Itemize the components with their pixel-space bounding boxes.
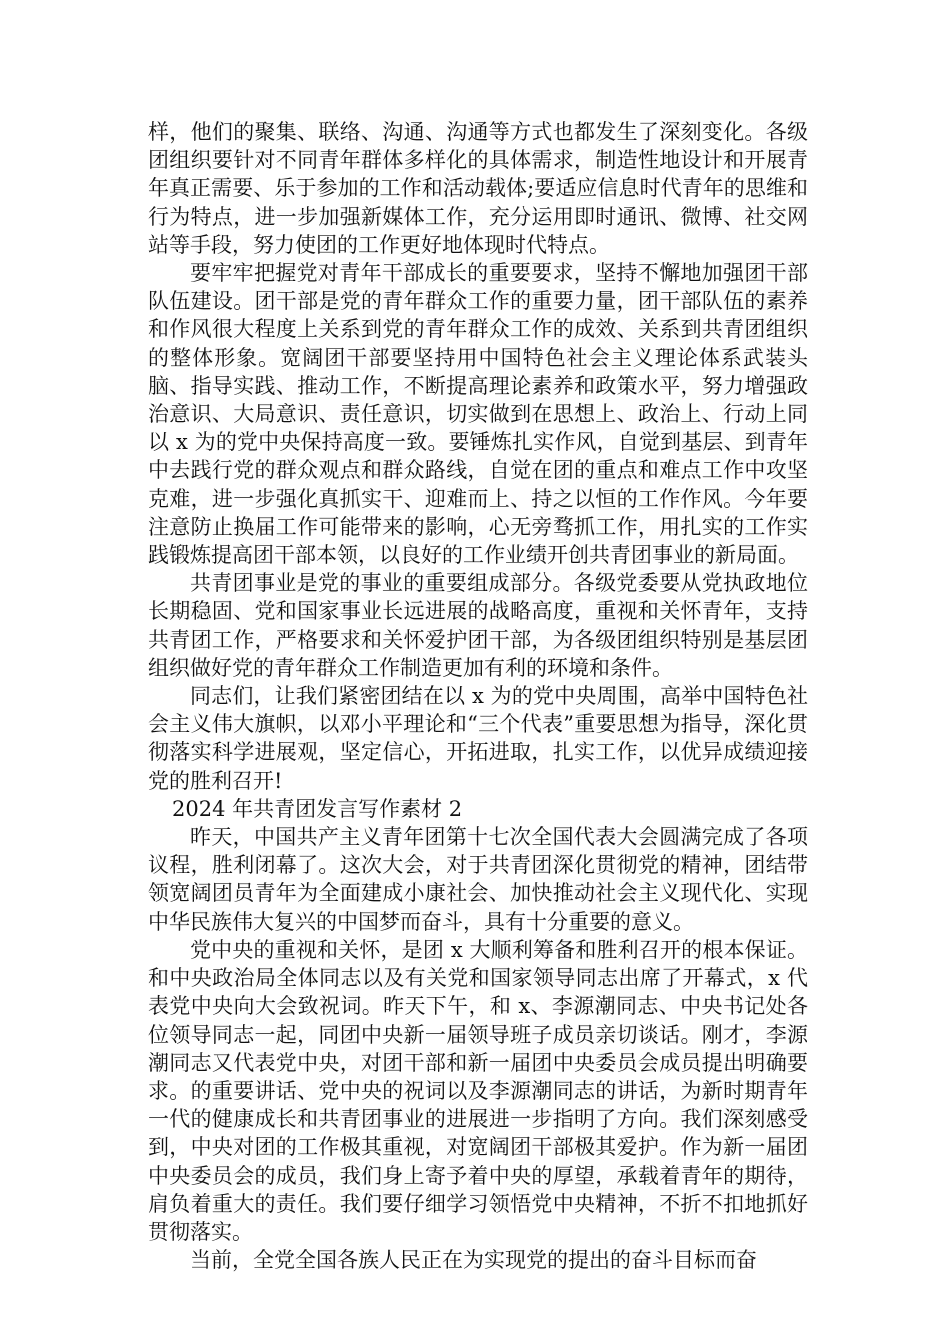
paragraph-central-attention: 党中央的重视和关怀，是团 x 大顺利筹备和胜利召开的根本保证。和中央政治局全体同志以及有关党和国家领导同志出席了开幕式，x 代表党中央向大会致祝词。昨天下午，和 x、李源潮同志、中央书记处各位领导同志一起，同团中央新一届领导班子成员亲切谈话。刚才，李源潮同志又代表党中央，对团干部和新一届团中央委员会成员提出明确要求。的重要讲话、党中央的祝词以及李源潮同志的讲话，为新时期青年一代的健康成长和共青团事业的进展进一步指明了方向。我们深刻感受到，中央对团的工作极其重视，对宽阔团干部极其爱护。作为新一届团中央委员会的成员，我们身上寄予着中央的厚望，承载着青年的期待，肩负着重大的责任。我们要仔细学习领悟党中央精神，不折不扣地抓好贯彻落实。	[148, 937, 808, 1244]
paragraph-current-task: 当前，全党全国各族人民正在为实现党的提出的奋斗目标而奋	[190, 1248, 757, 1273]
paragraph-cadre-building: 要牢牢把握党对青年干部成长的重要要求，坚持不懈地加强团干部队伍建设。团干部是党的青年群众工作的重要力量，团干部队伍的素养和作风很大程度上关系到党的青年群众工作的成效、关系到共青团组织的整体形象。宽阔团干部要坚持用中国特色社会主义理论体系武装头脑、指导实践、推动工作，不断提高理论素养和政策水平，努力增强政治意识、大局意识、责任意识，切实做到在思想上、政治上、行动上同以 x 为的党中央保持高度一致。要锤炼扎实作风，自觉到基层、到青年中去践行党的群众观点和群众路线，自觉在团的重点和难点工作中攻坚克难，进一步强化真抓实干、迎难而上、持之以恒的工作作风。今年要注意防止换届工作可能带来的影响，心无旁骛抓工作，用扎实的工作实践锻炼提高团干部本领，以良好的工作业绩开创共青团事业的新局面。	[148, 261, 808, 568]
document-body	[148, 118, 808, 1274]
paragraph-party-support: 共青团事业是党的事业的重要组成部分。各级党委要从党执政地位长期稳固、党和国家事业长远进展的战略高度，重视和关怀青年，支持共青团工作，严格要求和关怀爱护团干部，为各级团组织特别是基层团组织做好党的青年群众工作制造更加有利的环境和条件。	[148, 571, 808, 680]
paragraph-congress-closing: 昨天，中国共产主义青年团第十七次全国代表大会圆满完成了各项议程，胜利闭幕了。这次大会，对于共青团深化贯彻党的精神，团结带领宽阔团员青年为全面建成小康社会、加快推动社会主义现代化、实现中华民族伟大复兴的中国梦而奋斗，具有十分重要的意义。	[148, 825, 808, 934]
paragraph-continuation: 样，他们的聚集、联络、沟通、沟通等方式也都发生了深刻变化。各级团组织要针对不同青年群体多样化的具体需求，制造性地设计和开展青年真正需要、乐于参加的工作和活动载体;要适应信息时代青年的思维和行为特点，进一步加强新媒体工作，充分运用即时通讯、微博、社交网站等手段，努力使团的工作更好地体现时代特点。	[148, 120, 808, 257]
section-heading: 2024 年共青团发言写作素材 2	[172, 796, 463, 821]
paragraph-closing-call: 同志们，让我们紧密团结在以 x 为的党中央周围，高举中国特色社会主义伟大旗帜，以邓小平理论和“三个代表”重要思想为指导，深化贯彻落实科学进展观，坚定信心，开拓进取，扎实工作，以优异成绩迎接党的胜利召开!	[148, 684, 808, 793]
